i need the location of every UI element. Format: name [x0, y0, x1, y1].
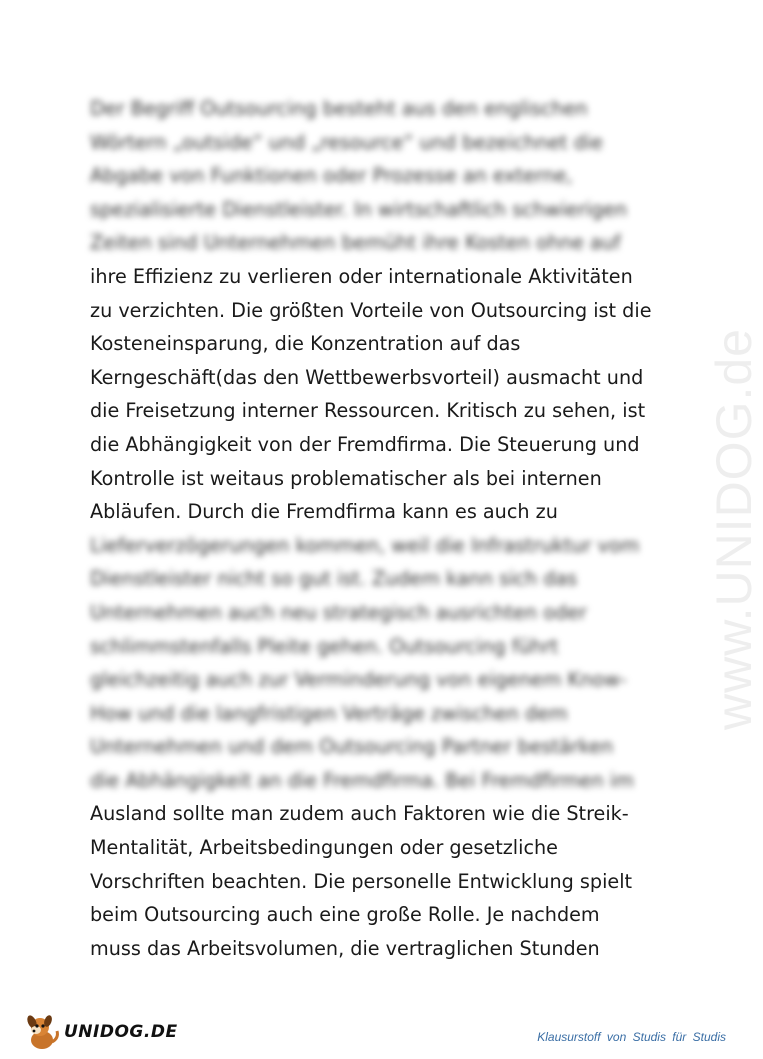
- blurred-text-line: Wörtern „outside“ und „resource“ und bezeichnet die: [90, 130, 603, 154]
- text-line: Vorschriften beachten. Die personelle Entwicklung spielt: [90, 869, 633, 893]
- blurred-text-line: Dienstleister nicht so gut ist. Zudem kann sich das: [90, 567, 578, 591]
- blurred-text-line: gleichzeitig auch zur Verminderung von eigenem Know-: [90, 668, 627, 692]
- text-line: Mentalität, Arbeitsbedingungen oder gesetzliche: [90, 836, 558, 860]
- text-line: Ausland sollte man zudem auch Faktoren wie die Streik-: [90, 802, 629, 826]
- logo-text: UNIDOG.DE: [64, 1022, 178, 1042]
- text-line: die Abhängigkeit von der Fremdfirma. Die Steuerung und: [90, 432, 640, 456]
- text-line: ihre Effizienz zu verlieren oder internationale Aktivitäten: [90, 264, 633, 288]
- blurred-text-line: die Abhängigkeit an die Fremdfirma. Bei Fremdfirmen im: [90, 768, 634, 792]
- dog-mascot-icon: [22, 1012, 62, 1052]
- blurred-text-line: Unternehmen und dem Outsourcing Partner bestärken: [90, 735, 614, 759]
- text-line: Kontrolle ist weitaus problematischer als bei internen: [90, 466, 602, 490]
- text-line: beim Outsourcing auch eine große Rolle. Je nachdem: [90, 903, 600, 927]
- document-body: [90, 92, 670, 965]
- footer-logo[interactable]: [22, 1012, 178, 1052]
- text-line: zu verzichten. Die größten Vorteile von Outsourcing ist die: [90, 298, 652, 322]
- blurred-text-line: Zeiten sind Unternehmen bemüht ihre Kosten ohne auf: [90, 231, 621, 255]
- text-line: Abläufen. Durch die Fremdfirma kann es auch zu: [90, 500, 558, 524]
- blurred-text-line: Unternehmen auch neu strategisch ausrichten oder: [90, 600, 587, 624]
- blurred-text-line: Abgabe von Funktionen oder Prozesse an externe,: [90, 164, 573, 188]
- text-line: Kosteneinsparung, die Konzentration auf das: [90, 332, 521, 356]
- blurred-text-line: How und die langfristigen Verträge zwischen dem: [90, 701, 568, 725]
- text-line: die Freisetzung interner Ressourcen. Kritisch zu sehen, ist: [90, 399, 646, 423]
- text-line: Kerngeschäft(das den Wettbewerbsvorteil) ausmacht und: [90, 365, 644, 389]
- watermark: www.UNIDOG.de: [706, 328, 762, 730]
- blurred-text-line: Lieferverzögerungen kommen, weil die Infrastruktur vom: [90, 533, 640, 557]
- blurred-text-line: spezialisierte Dienstleister. In wirtschaftlich schwierigen: [90, 197, 628, 221]
- blurred-text-line: Der Begriff Outsourcing besteht aus den englischen: [90, 97, 588, 120]
- text-line: muss das Arbeitsvolumen, die vertraglichen Stunden: [90, 936, 600, 960]
- blurred-text-line: schlimmstenfalls Pleite gehen. Outsourcing führt: [90, 634, 559, 658]
- footer-slogan: Klausurstoff von Studis für Studis: [537, 1030, 726, 1044]
